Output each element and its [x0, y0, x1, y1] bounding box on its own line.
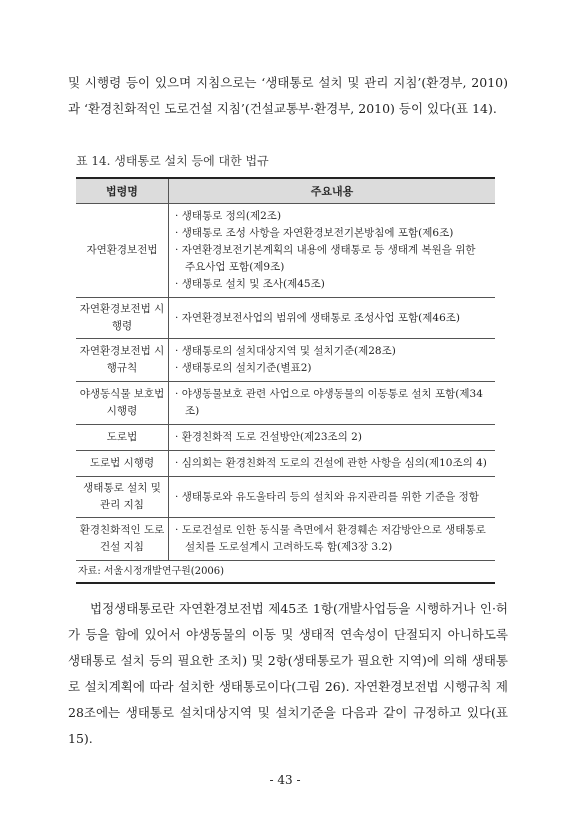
content-item: · 생태통로의 설치기준(별표2) — [175, 360, 489, 377]
source-row — [76, 561, 495, 584]
content-item: · 생태통로와 유도울타리 등의 설치와 유지관리를 위한 기준을 정함 — [175, 489, 489, 506]
law-name: 환경친화적인 도로건설 지침 — [76, 518, 169, 561]
law-name: 자연환경보전법 시행령 — [76, 298, 169, 339]
law-name: 도로법 — [76, 425, 169, 451]
law-name: 생태통로 설치 및 관리 지침 — [76, 477, 169, 518]
law-name: 야생동식물 보호법 시행령 — [76, 382, 169, 425]
law-content — [169, 451, 496, 477]
table-row — [76, 425, 495, 451]
table-header-row — [76, 178, 495, 204]
content-item: · 도로건설로 인한 동식물 측면에서 환경훼손 저감방안으로 생태통로 설치를 도로설계시 고려하도록 함(제3장 3.2) — [175, 522, 489, 556]
content-item: · 야생동물보호 관련 사업으로 야생동물의 이동통로 설치 포함(제34조) — [175, 386, 489, 420]
law-name: 도로법 시행령 — [76, 451, 169, 477]
content-item: · 자연환경보전사업의 범위에 생태통로 조성사업 포함(제46조) — [175, 310, 489, 327]
content-item: · 생태통로 설치 및 조사(제45조) — [175, 276, 489, 293]
table-row — [76, 518, 495, 561]
table-row — [76, 298, 495, 339]
law-content — [169, 518, 496, 561]
law-name: 자연환경보전법 시행규칙 — [76, 339, 169, 382]
body-paragraph: 법정생태통로란 자연환경보전법 제45조 1항(개발사업등을 시행하거나 인·허가 등을 함에 있어서 야생동물의 이동 및 생태적 연속성이 단절되지 아니하도록 생태통로 설치 등의 필요한 조치) 및 2항(생태통로가 필요한 지역)에 의해 생태통로 설치계획에 따라 설치한 생태통로이다(그림 26). 자연환경보전법 시행규칙 제28조에는 생태통로 설치대상지역 및 설치기준을 다음과 같이 규정하고 있다(표 15). — [68, 601, 508, 746]
header-law: 법령명 — [76, 178, 169, 204]
table-source: 자료: 서울시정개발연구원(2006) — [76, 561, 495, 584]
law-content — [169, 477, 496, 518]
content-item: · 자연환경보전기본계획의 내용에 생태통로 등 생태계 복원을 위한 주요사업 포함(제9조) — [175, 242, 489, 276]
content-item: · 생태통로 정의(제2조) — [175, 208, 489, 225]
table-caption: 표 14. 생태통로 설치 등에 대한 법규 — [76, 154, 269, 168]
table-row — [76, 451, 495, 477]
content-item: · 심의회는 환경친화적 도로의 건설에 관한 사항을 심의(제10조의 4) — [175, 455, 489, 472]
law-name: 자연환경보전법 — [76, 204, 169, 298]
table-row — [76, 339, 495, 382]
table-body — [76, 204, 495, 561]
law-content — [169, 382, 496, 425]
content-item: · 생태통로의 설치대상지역 및 설치기준(제28조) — [175, 343, 489, 360]
table-row — [76, 382, 495, 425]
law-content — [169, 425, 496, 451]
table-row — [76, 204, 495, 298]
content-item: · 환경친화적 도로 건설방안(제23조의 2) — [175, 429, 489, 446]
content-item: · 생태통로 조성 사항을 자연환경보전기본방침에 포함(제6조) — [175, 225, 489, 242]
table-row — [76, 477, 495, 518]
header-content: 주요내용 — [169, 178, 496, 204]
law-content — [169, 298, 496, 339]
law-table — [76, 177, 495, 584]
page-number: - 43 - — [269, 773, 301, 787]
law-content — [169, 339, 496, 382]
law-content — [169, 204, 496, 298]
intro-paragraph: 및 시행령 등이 있으며 지침으로는 ‘생태통로 설치 및 관리 지침’(환경부, 2010)과 ‘환경친화적인 도로건설 지침’(건설교통부·환경부, 2010) 등이 있다(표 14). — [68, 75, 508, 116]
